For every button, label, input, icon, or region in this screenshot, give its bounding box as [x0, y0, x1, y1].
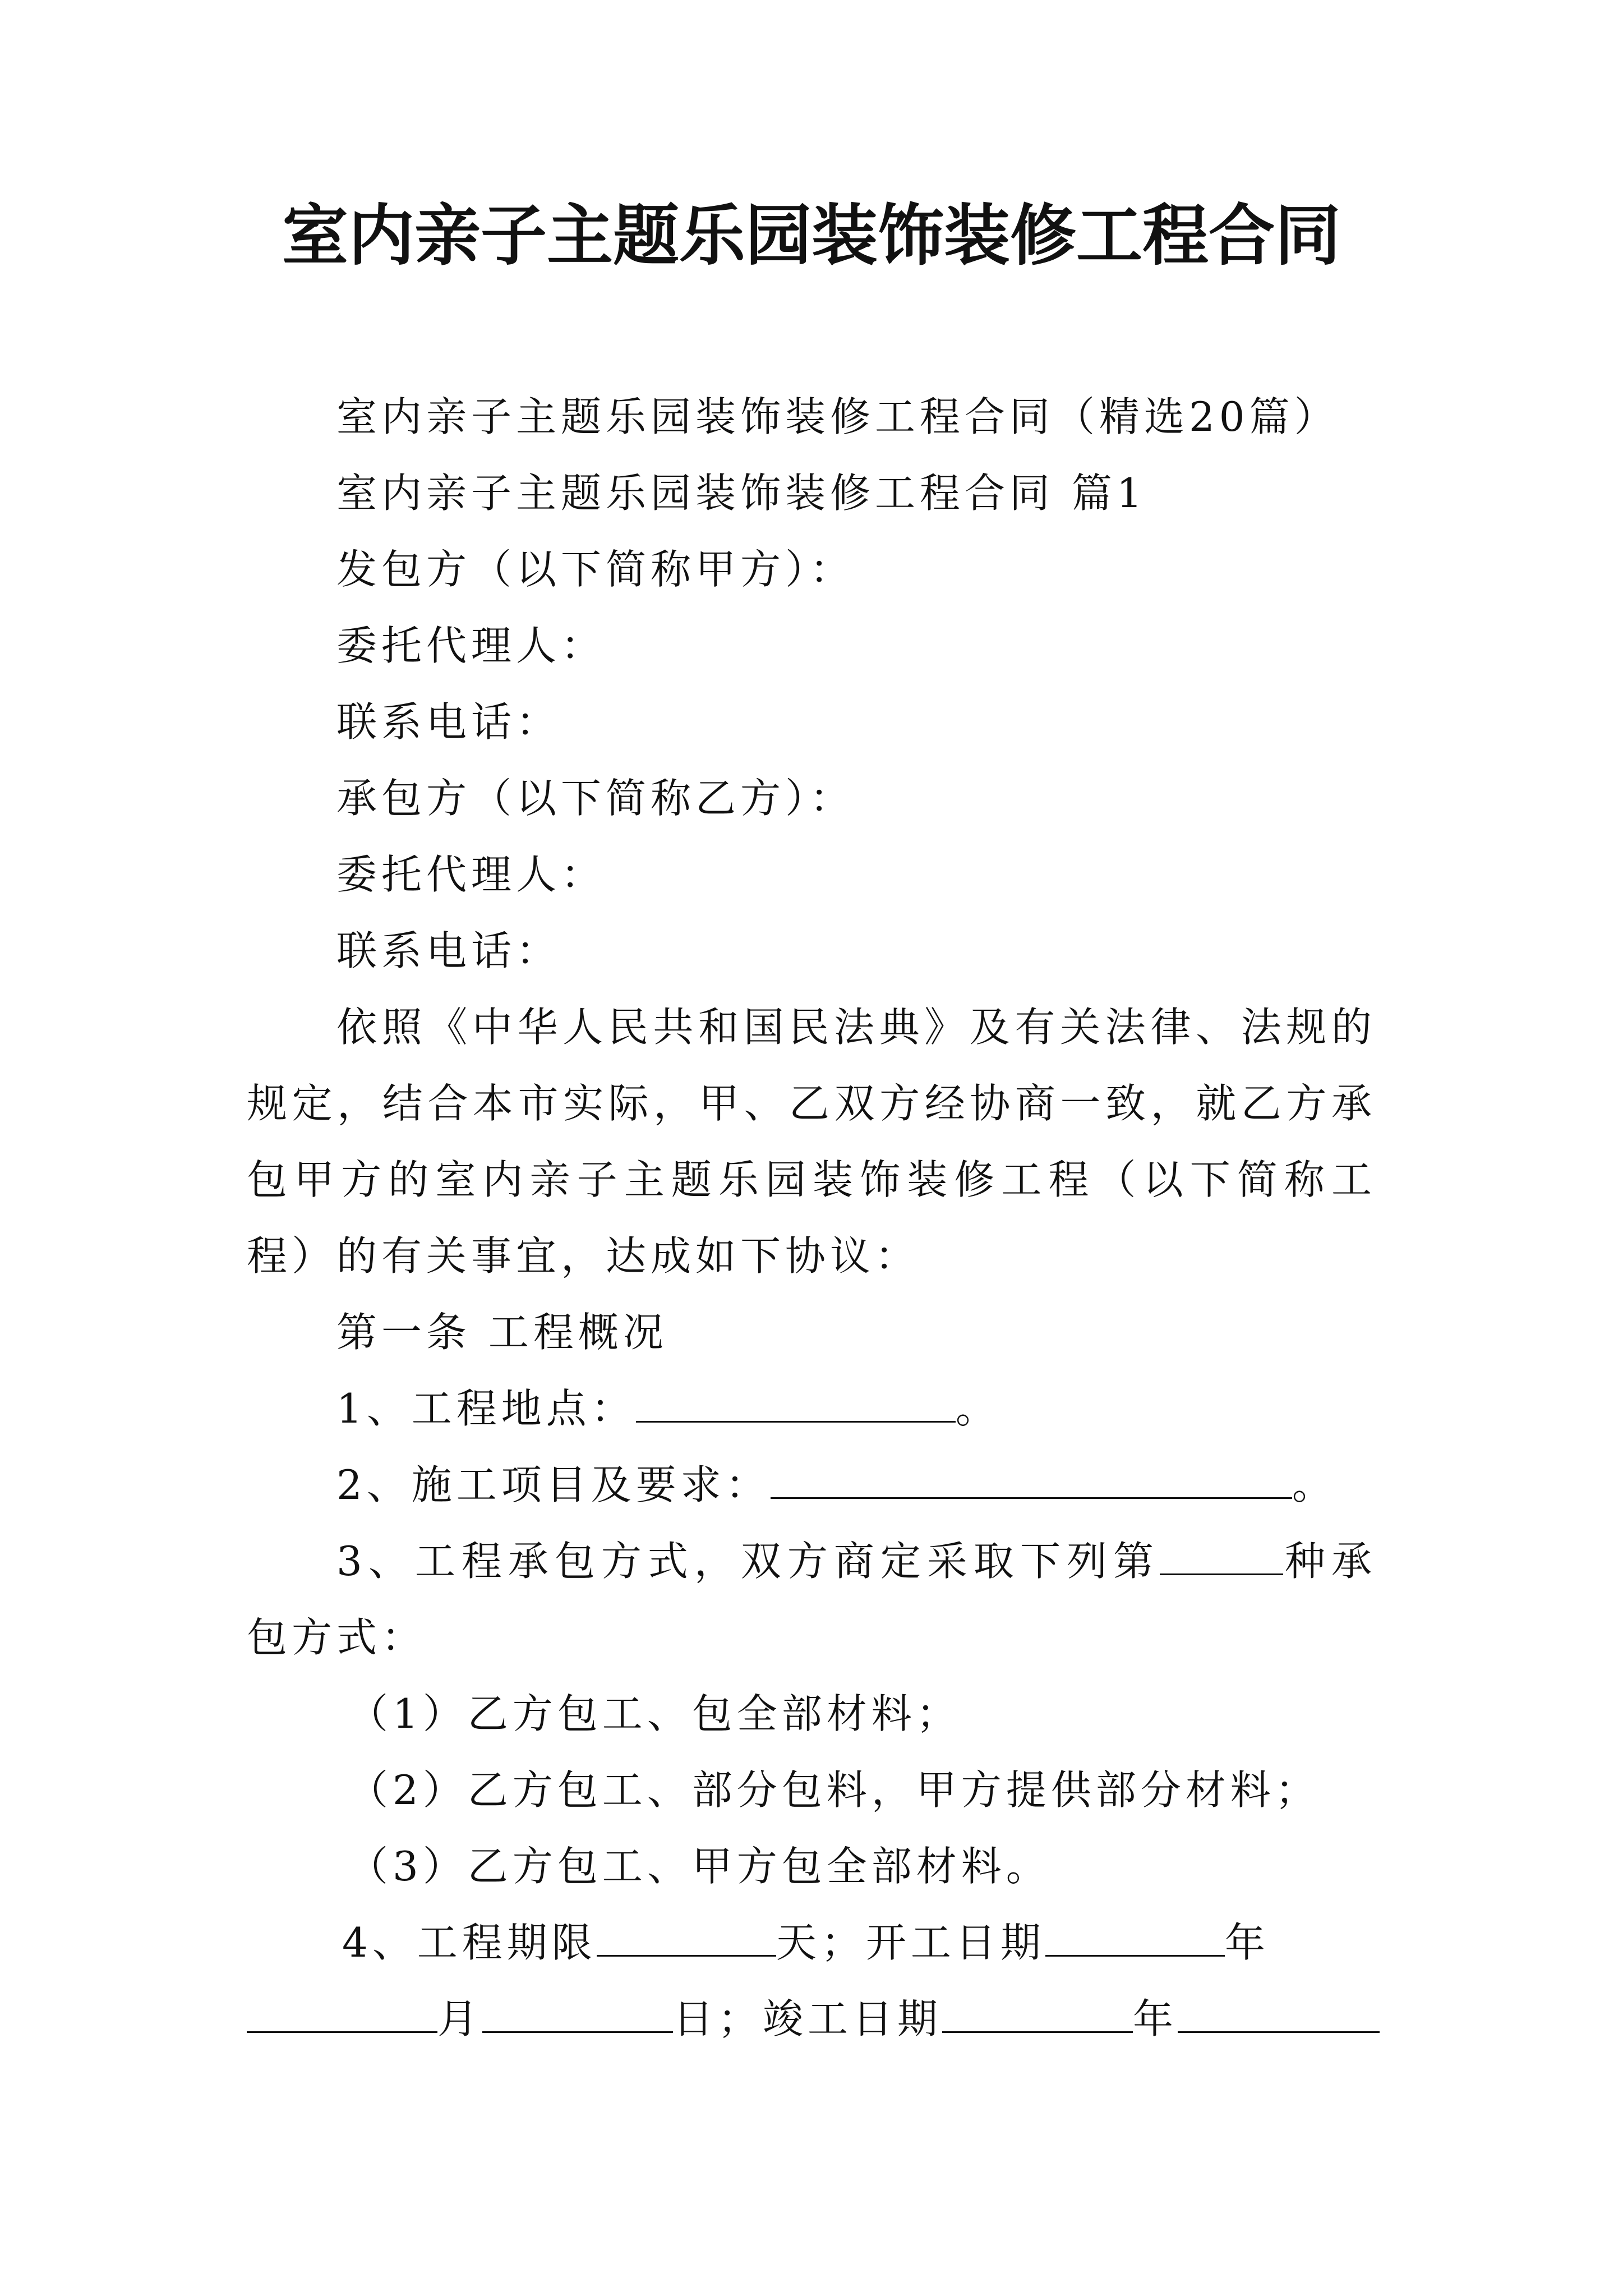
- start-day-blank: [482, 1998, 673, 2033]
- party-b-line: 承包方（以下简称乙方）：: [336, 775, 855, 822]
- item-2-label: 2、施工项目及要求：: [336, 1461, 771, 1508]
- item-1-label: 1、工程地点：: [336, 1385, 636, 1432]
- contract-type-blank: [1160, 1540, 1283, 1575]
- agent-b-line: 委托代理人：: [336, 851, 606, 898]
- agent-a-line: 委托代理人：: [336, 622, 606, 669]
- item-4-days: 天；开工日期: [776, 1919, 1045, 1966]
- item-4-month: 月: [437, 1995, 483, 2042]
- item-1-end: 。: [955, 1385, 1000, 1432]
- phone-a-line: 联系电话：: [336, 698, 561, 746]
- party-a-line: 发包方（以下简称甲方）：: [336, 546, 855, 593]
- option-1: （1）乙方包工、包全部材料；: [348, 1690, 961, 1737]
- days-blank: [597, 1921, 776, 1957]
- item-1-location: [247, 1370, 1376, 1447]
- chapter-heading: 室内亲子主题乐园装饰装修工程合同 篇1: [336, 470, 1147, 517]
- start-year-blank: [1045, 1921, 1225, 1957]
- item-2-end: 。: [1292, 1461, 1337, 1508]
- item-4-start: 4、工程期限: [342, 1919, 597, 1966]
- document-title: 室内亲子主题乐园装饰装修工程合同: [282, 197, 1341, 274]
- item-4-day-end: 日；竣工日期: [673, 1995, 943, 2042]
- subtitle-line: 室内亲子主题乐园装饰装修工程合同（精选20篇）: [336, 393, 1339, 440]
- option-2: （2）乙方包工、部分包料，甲方提供部分材料；: [348, 1766, 1320, 1814]
- option-3: （3）乙方包工、甲方包全部材料。: [348, 1843, 1051, 1890]
- location-blank: [636, 1387, 956, 1423]
- phone-b-line: 联系电话：: [336, 927, 561, 974]
- document-body: [247, 379, 1376, 2057]
- item-3-end: 种承包方式：: [247, 1538, 1376, 1661]
- item-4-year1: 年: [1224, 1919, 1270, 1966]
- item-4-period: [247, 1904, 1376, 1981]
- item-4-dates: [247, 1981, 1376, 2057]
- end-year-blank: [942, 1998, 1133, 2033]
- article-1-heading: 第一条 工程概况: [336, 1309, 668, 1356]
- preamble-paragraph: 依照《中华人民共和国民法典》及有关法律、法规的规定，结合本市实际，甲、乙双方经协商一致，就乙方承包甲方的室内亲子主题乐园装饰装修工程（以下简称工程）的有关事宜，达成如下协议：: [247, 1004, 1376, 1280]
- item-2-requirements: [247, 1447, 1376, 1523]
- item-3-start: 3、工程承包方式，双方商定采取下列第: [336, 1538, 1160, 1585]
- start-month-blank: [247, 1998, 437, 2033]
- requirements-blank: [771, 1464, 1292, 1499]
- item-4-year2: 年: [1133, 1995, 1178, 2042]
- end-month-blank: [1178, 1998, 1380, 2033]
- item-3-contract-type: [247, 1523, 1376, 1676]
